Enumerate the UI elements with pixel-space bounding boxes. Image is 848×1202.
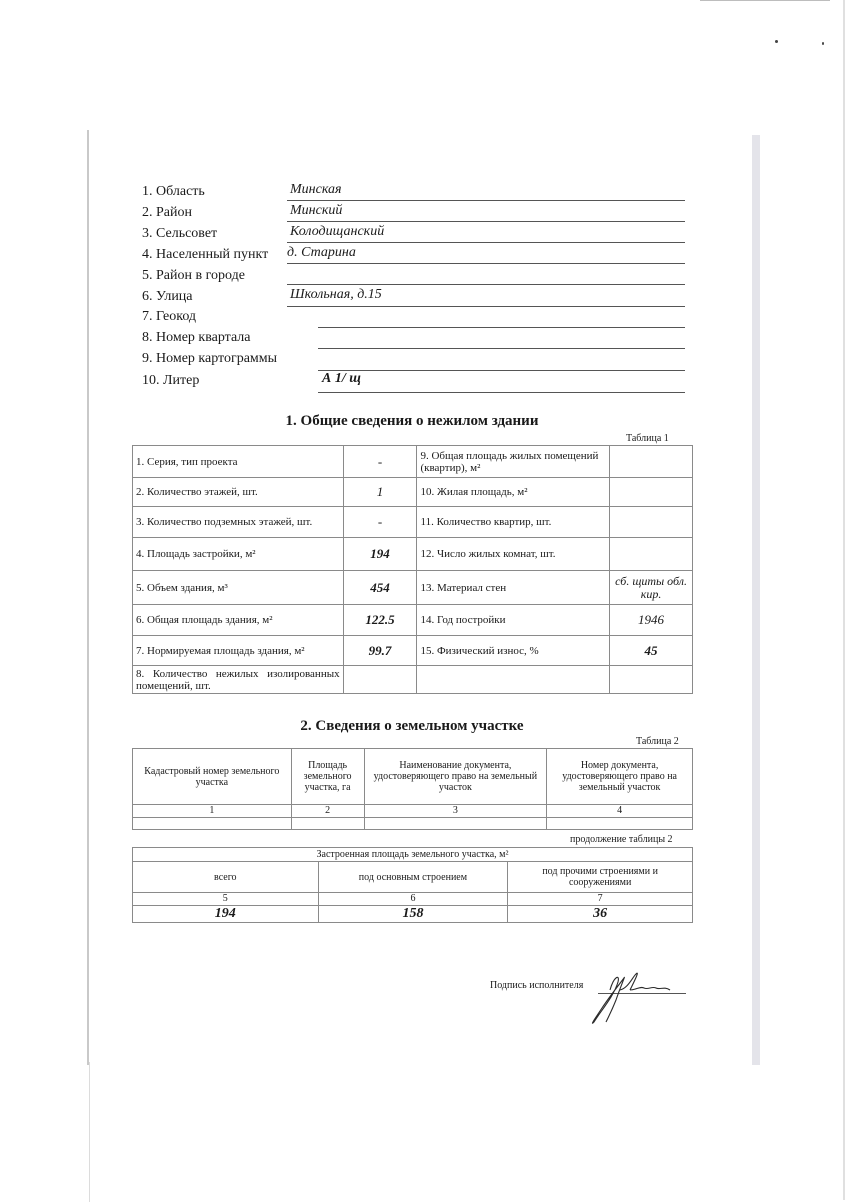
column-number: 7 (508, 893, 693, 906)
table-row (133, 906, 693, 923)
row-label: 11. Количество квартир, шт. (417, 507, 610, 538)
table-header-row (133, 749, 693, 805)
row-label: 6. Общая площадь здания, м² (133, 605, 344, 636)
column-number: 2 (291, 805, 364, 818)
row-label: 3. Количество подземных этажей, шт. (133, 507, 344, 538)
row-label: 14. Год постройки (417, 605, 610, 636)
table-row (133, 666, 693, 694)
table-row (133, 478, 693, 507)
cell-value: 194 (133, 906, 319, 923)
cell-value (133, 818, 292, 830)
column-number-row (133, 805, 693, 818)
address-label: 6. Улица (142, 289, 193, 304)
scan-edge-line (843, 0, 845, 1200)
address-label: 2. Район (142, 205, 192, 220)
building-info-table (132, 445, 693, 694)
address-underline (318, 327, 685, 328)
address-underline (287, 306, 685, 307)
column-number: 3 (364, 805, 547, 818)
column-header: Площадь земельного участка, га (291, 749, 364, 805)
address-label: 7. Геокод (142, 309, 197, 324)
address-label: 10. Литер (142, 373, 200, 388)
scan-speck (775, 40, 778, 43)
scan-shadow-band (752, 135, 760, 1065)
row-value: - (343, 507, 417, 538)
table-row (133, 507, 693, 538)
address-underline (287, 263, 685, 264)
address-label: 3. Сельсовет (142, 226, 218, 241)
address-underline (318, 392, 685, 393)
address-label: 1. Область (142, 184, 205, 199)
table-row (133, 636, 693, 666)
row-label (417, 666, 610, 694)
row-label: 8. Количество нежилых изолированных помещений, шт. (133, 666, 344, 694)
row-value: 1946 (610, 605, 693, 636)
table-row (133, 571, 693, 605)
table-header-row (133, 862, 693, 893)
row-value: 122.5 (343, 605, 417, 636)
row-value: 99.7 (343, 636, 417, 666)
address-underline (318, 348, 685, 349)
row-value (610, 507, 693, 538)
row-label: 1. Серия, тип проекта (133, 446, 344, 478)
column-number: 4 (547, 805, 693, 818)
address-underline (287, 284, 685, 285)
cell-value (547, 818, 693, 830)
column-header: Наименование документа, удостоверяющего право на земельный участок (364, 749, 547, 805)
table-caption: Таблица 1 (626, 433, 669, 444)
column-header: Номер документа, удостоверяющего право на земельный участок (547, 749, 693, 805)
address-value: А 1/ щ (322, 371, 361, 386)
scan-speck (822, 42, 824, 45)
row-label: 2. Количество этажей, шт. (133, 478, 344, 507)
row-label: 7. Нормируемая площадь здания, м² (133, 636, 344, 666)
address-label: 9. Номер картограммы (142, 351, 278, 366)
land-plot-table (132, 748, 693, 830)
address-value: Колодищанский (290, 224, 385, 239)
column-number-row (133, 893, 693, 906)
table-row (133, 605, 693, 636)
table-row (133, 446, 693, 478)
row-label: 9. Общая площадь жилых помещений (квартир), м² (417, 446, 610, 478)
row-value (610, 538, 693, 571)
row-label: 4. Площадь застройки, м² (133, 538, 344, 571)
address-value: Школьная, д.15 (290, 287, 382, 302)
row-label: 10. Жилая площадь, м² (417, 478, 610, 507)
address-label: 5. Район в городе (142, 268, 245, 283)
address-label: 8. Номер квартала (142, 330, 251, 345)
address-underline (287, 200, 685, 201)
section-title: 1. Общие сведения о нежилом здании (285, 413, 539, 429)
section-title: 2. Сведения о земельном участке (300, 718, 524, 734)
address-underline (287, 221, 685, 222)
address-value: д. Старина (287, 245, 356, 260)
address-underline (287, 242, 685, 243)
cell-value (364, 818, 547, 830)
table-caption: Таблица 2 (636, 736, 679, 747)
row-value (610, 666, 693, 694)
row-value: сб. щиты обл. кир. (610, 571, 693, 605)
signature-scribble-icon (580, 968, 690, 1028)
row-value: 1 (343, 478, 417, 507)
column-header: под основным строением (318, 862, 508, 893)
row-value (343, 666, 417, 694)
row-value: - (343, 446, 417, 478)
column-number: 1 (133, 805, 292, 818)
row-value (610, 478, 693, 507)
signature-label: Подпись исполнителя (490, 980, 584, 991)
row-value: 45 (610, 636, 693, 666)
column-header: Кадастровый номер земельного участка (133, 749, 292, 805)
table-row (133, 818, 693, 830)
built-area-table (132, 847, 693, 923)
row-label: 12. Число жилых комнат, шт. (417, 538, 610, 571)
scan-edge-line (700, 0, 830, 1)
group-header: Застроенная площадь земельного участка, м² (133, 848, 693, 862)
cell-value (291, 818, 364, 830)
address-value: Минский (290, 203, 343, 218)
row-value (610, 446, 693, 478)
table-continuation-caption: продолжение таблицы 2 (570, 834, 673, 845)
cell-value: 36 (508, 906, 693, 923)
column-header: всего (133, 862, 319, 893)
column-header: под прочими строениями и сооружениями (508, 862, 693, 893)
scan-edge-line (89, 1062, 90, 1202)
column-number: 5 (133, 893, 319, 906)
scan-edge-line (87, 130, 89, 1065)
table-group-header-row (133, 848, 693, 862)
column-number: 6 (318, 893, 508, 906)
address-underline (318, 370, 685, 371)
table-row (133, 538, 693, 571)
cell-value: 158 (318, 906, 508, 923)
row-value: 194 (343, 538, 417, 571)
row-label: 5. Объем здания, м³ (133, 571, 344, 605)
address-value: Минская (290, 182, 342, 197)
row-value: 454 (343, 571, 417, 605)
address-label: 4. Населенный пункт (142, 247, 269, 262)
row-label: 15. Физический износ, % (417, 636, 610, 666)
row-label: 13. Материал стен (417, 571, 610, 605)
